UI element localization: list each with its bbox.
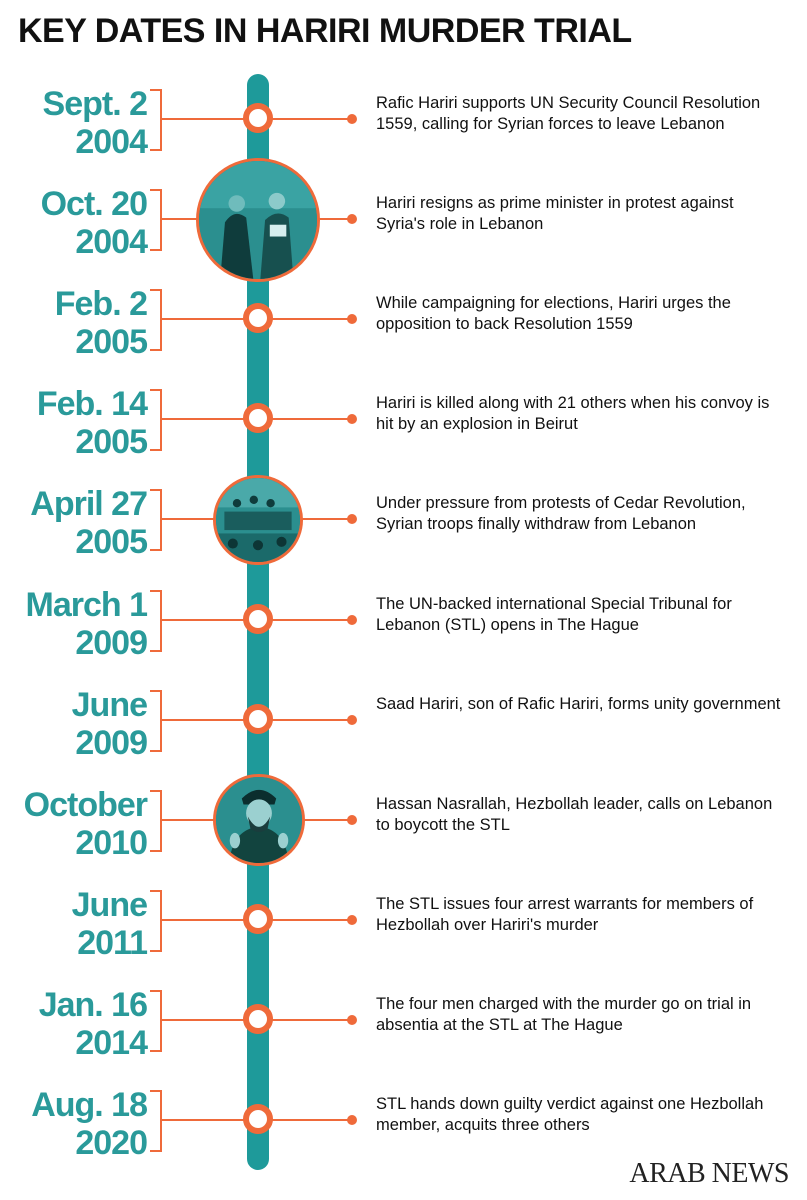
event-description: Hariri resigns as prime minister in protest against Syria's role in Lebanon xyxy=(376,194,734,233)
timeline-event xyxy=(0,85,807,185)
connector-dot xyxy=(347,1115,357,1125)
event-date-day: Feb. 14 xyxy=(36,385,147,423)
event-date-day: Jan. 16 xyxy=(38,986,147,1024)
hariri-resignation-photo xyxy=(196,158,320,282)
connector-dot xyxy=(347,815,357,825)
event-date xyxy=(30,485,147,561)
event-date xyxy=(31,1086,147,1162)
event-date xyxy=(39,986,147,1062)
event-date-year: 2010 xyxy=(75,824,147,862)
connector-dot xyxy=(347,615,357,625)
event-date xyxy=(24,786,147,862)
date-bracket xyxy=(150,89,162,151)
nasrallah-photo xyxy=(213,774,305,866)
event-description: Hariri is killed along with 21 others when his convoy is hit by an explosion in Beirut xyxy=(376,394,770,433)
timeline-node xyxy=(243,604,273,634)
connector-dot xyxy=(347,114,357,124)
connector-dot xyxy=(347,915,357,925)
event-date xyxy=(72,686,147,762)
event-date xyxy=(41,185,147,261)
date-bracket xyxy=(150,990,162,1052)
event-date xyxy=(26,586,148,662)
date-bracket xyxy=(150,1090,162,1152)
syrian-troops-photo xyxy=(213,475,303,565)
event-date-day: Aug. 18 xyxy=(31,1086,147,1124)
connector-dot xyxy=(347,214,357,224)
event-date-year: 2014 xyxy=(75,1024,147,1062)
timeline-event xyxy=(0,986,807,1086)
timeline-event xyxy=(0,385,807,485)
connector-dot xyxy=(347,514,357,524)
timeline-event xyxy=(0,686,807,786)
arab-news-logo: ARAB NEWS xyxy=(629,1158,789,1189)
event-description: Hassan Nasrallah, Hezbollah leader, calls on Lebanon to boycott the STL xyxy=(376,795,773,834)
event-date-day: Oct. 20 xyxy=(40,185,147,223)
date-bracket xyxy=(150,289,162,351)
event-date-year: 2009 xyxy=(75,624,147,662)
timeline-node xyxy=(243,403,273,433)
connector-dot xyxy=(347,715,357,725)
date-bracket xyxy=(150,890,162,952)
timeline-event xyxy=(0,185,807,285)
event-date xyxy=(37,385,147,461)
event-date xyxy=(43,85,147,161)
date-bracket xyxy=(150,690,162,752)
timeline-event xyxy=(0,786,807,886)
date-bracket xyxy=(150,790,162,852)
event-date-year: 2004 xyxy=(75,223,147,261)
timeline-event xyxy=(0,485,807,585)
date-bracket xyxy=(150,489,162,551)
event-description: The STL issues four arrest warrants for members of Hezbollah over Hariri's murder xyxy=(376,895,754,934)
event-description: While campaigning for elections, Hariri urges the opposition to back Resolution 1559 xyxy=(376,294,731,333)
event-date-year: 2020 xyxy=(75,1124,147,1162)
timeline-event xyxy=(0,886,807,986)
timeline-node xyxy=(243,704,273,734)
event-date-day: Feb. 2 xyxy=(54,285,147,323)
date-bracket xyxy=(150,189,162,251)
event-date-day: October xyxy=(23,786,147,824)
event-description: STL hands down guilty verdict against one Hezbollah member, acquits three others xyxy=(376,1095,764,1134)
event-date-year: 2004 xyxy=(75,123,147,161)
connector-dot xyxy=(347,1015,357,1025)
event-date-day: Sept. 2 xyxy=(42,85,147,123)
date-bracket xyxy=(150,389,162,451)
event-date-year: 2005 xyxy=(75,323,147,361)
page-title: KEY DATES IN HARIRI MURDER TRIAL xyxy=(18,12,632,50)
event-date-year: 2011 xyxy=(77,924,147,962)
event-date xyxy=(72,886,147,962)
event-description: Under pressure from protests of Cedar Revolution, Syrian troops finally withdraw from Lebanon xyxy=(376,494,746,533)
connector-dot xyxy=(347,314,357,324)
event-date-day: March 1 xyxy=(25,586,147,624)
timeline-node xyxy=(243,303,273,333)
timeline-node xyxy=(243,1004,273,1034)
timeline-event xyxy=(0,285,807,385)
timeline-node xyxy=(243,1104,273,1134)
event-date-year: 2005 xyxy=(75,423,147,461)
event-description: The four men charged with the murder go on trial in absentia at the STL at The Hague xyxy=(376,995,752,1034)
event-description: Saad Hariri, son of Rafic Hariri, forms unity government xyxy=(376,695,781,713)
event-date xyxy=(55,285,147,361)
timeline-node xyxy=(243,103,273,133)
event-date-year: 2005 xyxy=(75,523,147,561)
event-description: Rafic Hariri supports UN Security Council Resolution 1559, calling for Syrian forces to leave Lebanon xyxy=(376,94,761,133)
event-description: The UN-backed international Special Tribunal for Lebanon (STL) opens in The Hague xyxy=(376,595,732,634)
date-bracket xyxy=(150,590,162,652)
event-date-day: June xyxy=(71,686,147,724)
connector-dot xyxy=(347,414,357,424)
timeline-event xyxy=(0,586,807,686)
timeline-node xyxy=(243,904,273,934)
event-date-day: April 27 xyxy=(30,485,147,523)
event-date-year: 2009 xyxy=(75,724,147,762)
event-date-day: June xyxy=(71,886,147,924)
